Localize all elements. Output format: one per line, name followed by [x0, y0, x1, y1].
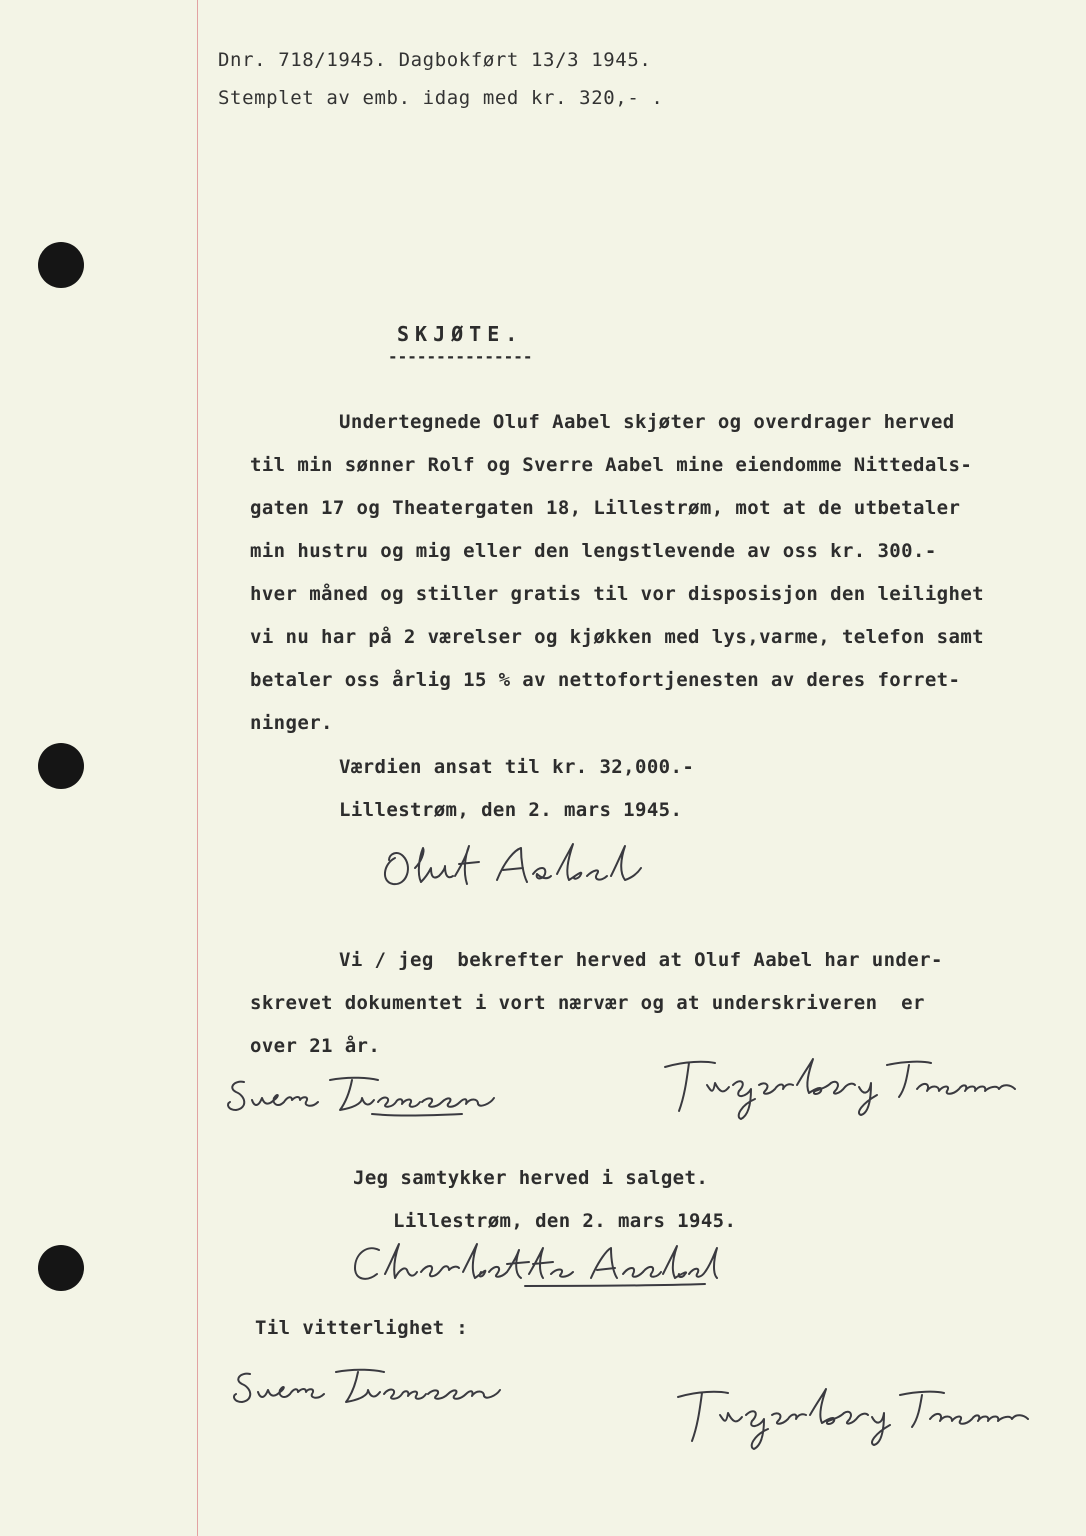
place-date-line: Lillestrøm, den 2. mars 1945. [393, 1210, 737, 1232]
punch-hole [38, 1245, 84, 1291]
signature-sverre-thoresen [222, 1068, 512, 1122]
stamp-line: Stemplet av emb. idag med kr. 320,- . [218, 87, 664, 109]
body-line: ninger. [250, 712, 333, 734]
signature-charlotte-aabel [345, 1236, 725, 1298]
body-line: hver måned og stiller gratis til vor disposisjon den leilighet [250, 583, 985, 605]
body-line: til min sønner Rolf og Sverre Aabel mine eiendomme Nittedals- [250, 454, 973, 476]
witness-heading: Til vitterlighet : [255, 1317, 469, 1339]
body-line: betaler oss årlig 15 % av nettofortjenesten av deres forret- [250, 669, 961, 691]
registration-line: Dnr. 718/1945. Dagbokført 13/3 1945. [218, 49, 652, 71]
confirmation-line: skrevet dokumentet i vort nærvær og at underskriveren er [250, 992, 925, 1014]
document-title: SKJØTE. [397, 322, 524, 346]
body-line: min hustru og mig eller den lengstlevende av oss kr. 300.- [250, 540, 937, 562]
punch-hole [38, 743, 84, 789]
confirmation-line: Vi / jeg bekrefter herved at Oluf Aabel har under- [339, 949, 943, 971]
title-underline: --------------- [388, 347, 533, 366]
consent-line: Jeg samtykker herved i salget. [353, 1167, 709, 1189]
confirmation-line: over 21 år. [250, 1035, 381, 1057]
signature-ingeborg-thoresen-witness [668, 1385, 1048, 1455]
body-line: vi nu har på 2 værelser og kjøkken med lys,varme, telefon samt [250, 626, 985, 648]
punch-hole [38, 242, 84, 288]
signature-sverre-thoresen-witness [228, 1360, 518, 1414]
place-date-line: Lillestrøm, den 2. mars 1945. [339, 799, 683, 821]
valuation-line: Værdien ansat til kr. 32,000.- [339, 756, 695, 778]
body-line: gaten 17 og Theatergaten 18, Lillestrøm, mot at de utbetaler [250, 497, 961, 519]
signature-oluf-aabel [375, 838, 655, 900]
body-line: Undertegnede Oluf Aabel skjøter og overdrager herved [339, 411, 955, 433]
signature-ingeborg-thoresen [655, 1055, 1035, 1125]
margin-rule [197, 0, 198, 1536]
